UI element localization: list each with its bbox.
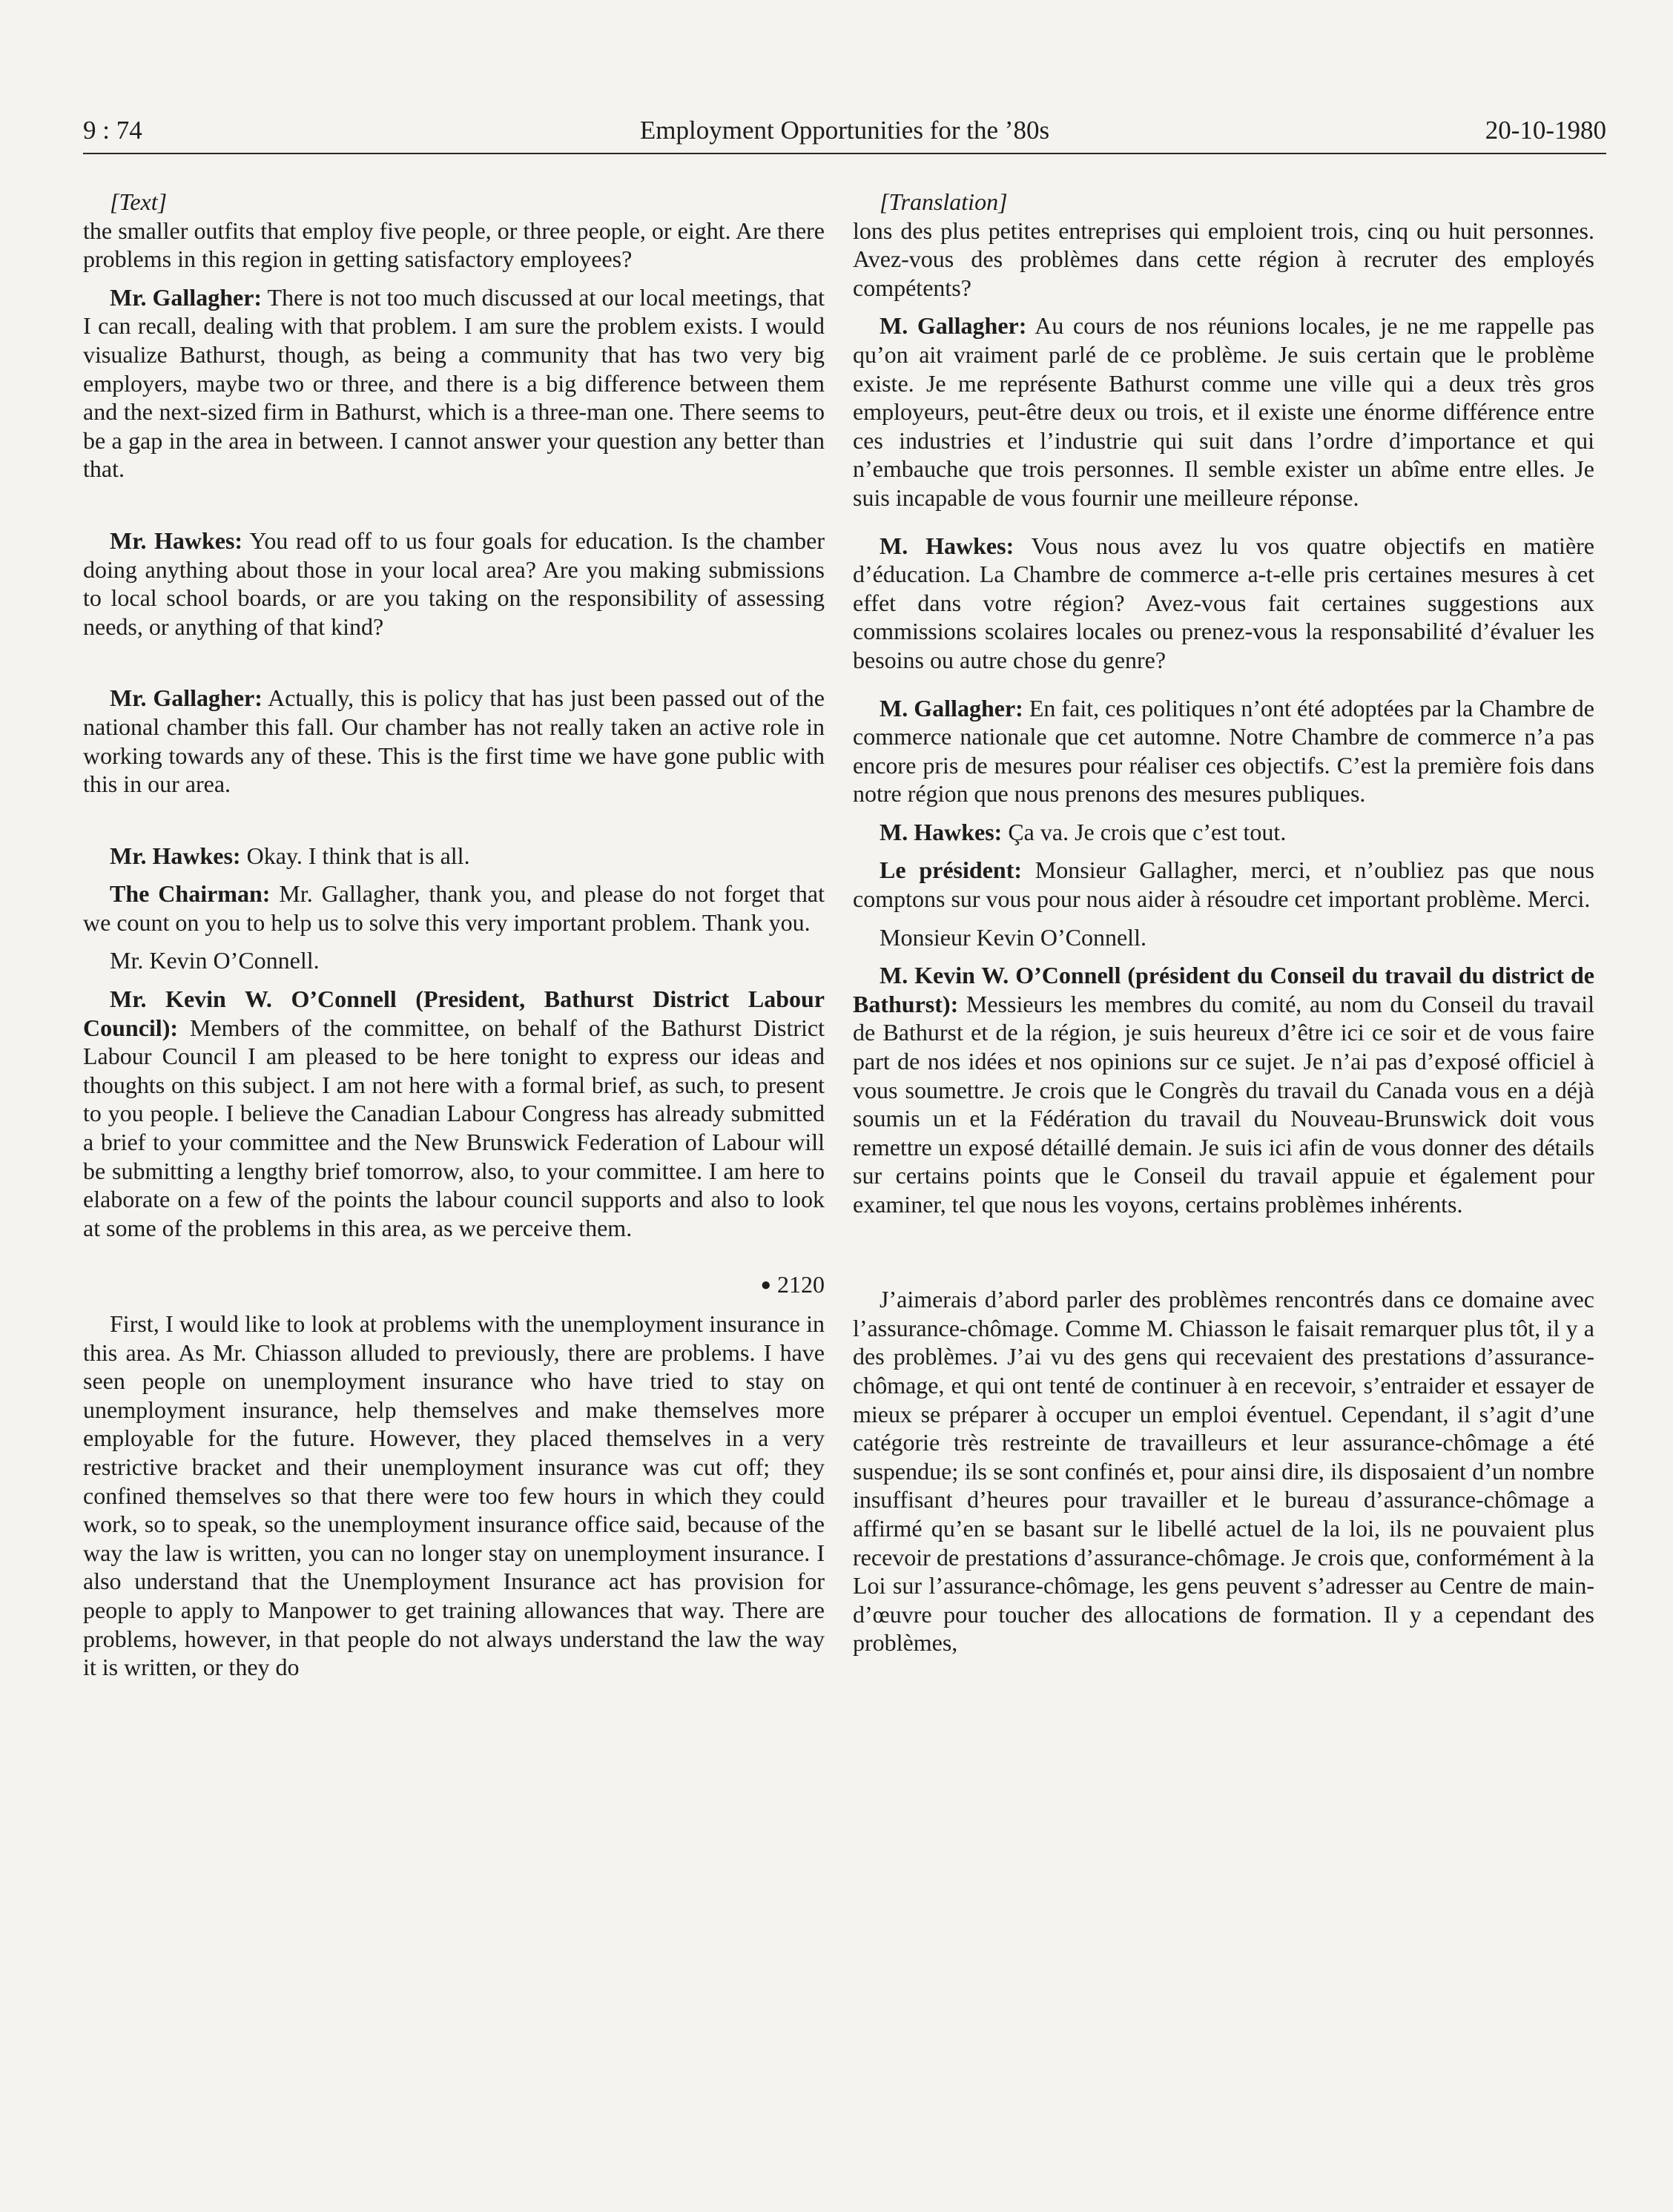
french-column [853,188,1594,1657]
speech-text: There is not too much discussed at our local meetings, that I can recall, dealing with that problem. I am sure the problem exists. I would visualize Bathurst, though, as being a community that has two very big employers, maybe two or three, and there is a big difference between them and the next-sized firm in Bathurst, which is a three-man one. There seems to be a gap in the area in between. I cannot answer your question any better than that. [83,283,825,483]
paragraph [83,985,825,1242]
speaker-name: Mr. Gallagher: [110,684,263,712]
bullet-icon: ● [760,1275,771,1295]
speech-text: Okay. I think that is all. [240,842,470,869]
speaker-name: M. Hawkes: [880,532,1014,559]
paragraph: J’aimerais d’abord parler des problèmes rencontrés dans ce domaine avec l’assurance-chômage. Comme M. Chiasson le faisait remarquer plus tôt, il y a des problèmes. J’ai vu des gens qui recevaient des prestations d’assurance-chômage, et qui ont tenté de continuer à en recevoir, s’entraider et essayer de mieux se préparer à occuper un emploi éventuel. Cependant, il s’agit d’une catégorie très restreinte de travailleurs et leur assurance-chômage a été suspendue; ils se sont confinés et, pour ainsi dire, ils disposaient d’un nombre insuffisant d’heures pour travailler et le bureau d’assurance-chômage a affirmé qu’en se basant sur le libellé actuel de la loi, ils ne pouvaient plus recevoir de prestations d’assurance-chômage. Je crois que, conformément à la Loi sur l’assurance-chômage, les gens peuvent s’adresser au Centre de main-d’œuvre pour toucher des allocations de formation. Il y a cependant des problèmes, [853,1286,1594,1657]
speech-text: Au cours de nos réunions locales, je ne me rappelle pas qu’on ait vraiment parlé de ce problème. Je suis certain que le problème existe. Je me représente Bathurst comme une ville qui a deux très gros employeurs, peut-être deux ou trois, et il existe une énorme différence entre ces industries et l’industrie qui suit dans l’ordre d’importance et qui n’embauche que trois personnes. Il semble exister un abîme entre elles. Je suis incapable de vous fournir une meilleure réponse. [853,312,1595,511]
paragraph [83,526,825,641]
paragraph [853,311,1594,512]
english-column [83,188,825,1682]
paragraph [853,961,1594,1218]
publication-title: Employment Opportunities for the ’80s [639,116,1050,145]
paragraph [853,532,1594,675]
speech-text: Actually, this is policy that has just been passed out of the national chamber this fall. Our chamber has not really taken an active role in working towards any of these. This is the first time we have gone public with this in our area. [83,684,825,798]
paragraph [83,684,825,798]
paragraph: the smaller outfits that employ five people, or three people, or eight. Are there problems in this region in getting satisfactory employees? [83,217,825,273]
speech-text: Vous nous avez lu vos quatre objectifs en matière d’éducation. La Chambre de commerce a-t-elle pris certaines mesures à cet effet dans votre région? Avez-vous fait certaines suggestions aux commissions scolaires locales ou prenez-vous la responsabilité d’évaluer les besoins ou autre chose du genre? [853,532,1595,673]
running-header [83,111,1606,154]
paragraph: lons des plus petites entreprises qui emploient trois, cinq ou huit personnes. Avez-vous des problèmes dans cette région à recruter des employés compétents? [853,217,1594,301]
paragraph [853,856,1594,913]
paragraph: Monsieur Kevin O’Connell. [880,923,1146,951]
paragraph: First, I would like to look at problems with the unemployment insurance in this area. As Mr. Chiasson alluded to previously, there are problems. I have seen people on unemployment insurance who have tried to stay on unemployment insurance, help themselves and make themselves more employable for the future. However, they placed themselves in a very restrictive bracket and their unemployment insurance was cut off; they confined themselves so that there were too few hours in which they could work, so to speak, so the unemployment insurance office said, because of the way the law is written, you can no longer stay on unemployment insurance. I also understand that the Unemployment Insurance act has provision for people to apply to Manpower to get training allowances that way. There are problems, however, in that people do not always understand the law the way it is written, or they do [83,1310,825,1681]
paragraph [83,283,825,483]
speech-text: Ça va. Je crois que c’est tout. [1002,818,1287,845]
speaker-name: M. Gallagher: [880,312,1027,340]
speaker-name: M. Gallagher: [880,694,1023,722]
speaker-name: Le président: [880,856,1022,884]
paragraph [83,879,825,937]
speaker-name: Mr. Kevin W. O’Connell (President, Bathurst District Labour Council): [83,986,825,1041]
speech-text: Members of the committee, on behalf of the Bathurst District Labour Council I am pleased to be here tonight to express our ideas and thoughts on this subject. I am not here with a formal brief, as such, to present to you people. I believe the Canadian Labour Congress has already submitted a brief to your committee and the New Brunswick Federation of Labour will be submitting a lengthy brief tomorrow, also, to your committee. I am here to elaborate on a few of the points the labour council supports and also to look at some of the problems in this area, as we perceive them. [83,1014,825,1241]
paragraph: Mr. Kevin O’Connell. [110,947,320,974]
speaker-name: Mr. Hawkes: [110,526,243,554]
speech-text: Messieurs les membres du comité, au nom du Conseil du travail de Bathurst et de la région, je suis heureux d’être ici ce soir et de vous faire part de nos idées et nos opinions sur ce sujet. Je n’ai pas d’exposé officiel à vous soumettre. Je crois que le Congrès du travail du Canada vous en a déjà soumis un et la Fédération du travail du Nouveau-Brunswick doit vous remettre un exposé détaillé demain. Je suis ici afin de vous donner des détails sur certains points que le Conseil du travail appuie et également pour examiner, tel que nous les voyons, certains problèmes inhérents. [853,990,1594,1218]
speaker-name: Mr. Gallagher: [110,283,263,311]
time-marker [83,1270,825,1300]
speaker-name: M. Kevin W. O’Connell (président du Conseil du travail du district de Bathurst): [853,962,1594,1017]
column-spacer [853,1247,1594,1276]
paragraph [83,842,825,871]
speaker-name: The Chairman: [110,880,271,908]
time-marker-value: 2120 [777,1271,825,1298]
paragraph [853,694,1594,808]
paragraph [853,818,1594,847]
speech-text: En fait, ces politiques n’ont été adoptées par la Chambre de commerce nationale que cet automne. Notre Chambre de commerce n’a pas encore pris de mesures pour réaliser ces objectifs. C’est la première fois dans notre région que nous prenons des mesures publiques. [853,694,1594,808]
speech-text: Monsieur Gallagher, merci, et n’oubliez pas que nous comptons sur vous pour nous aider à résoudre cet important problème. Merci. [853,856,1594,913]
page-reference: 9 : 74 [83,116,142,145]
speech-text: Mr. Gallagher, thank you, and please do not forget that we count on you to help us to solve this very important problem. Thank you. [83,880,825,936]
speaker-name: Mr. Hawkes: [110,842,241,869]
column-heading: [Translation] [880,188,1008,215]
speaker-name: M. Hawkes: [880,818,1003,845]
speech-text: You read off to us four goals for education. Is the chamber doing anything about those in your local area? Are you making submissions to local school boards, or are you taking on the responsibility of assessing needs, or anything of that kind? [83,526,825,640]
column-heading: [Text] [110,188,168,215]
header-date: 20-10-1980 [1485,116,1606,145]
